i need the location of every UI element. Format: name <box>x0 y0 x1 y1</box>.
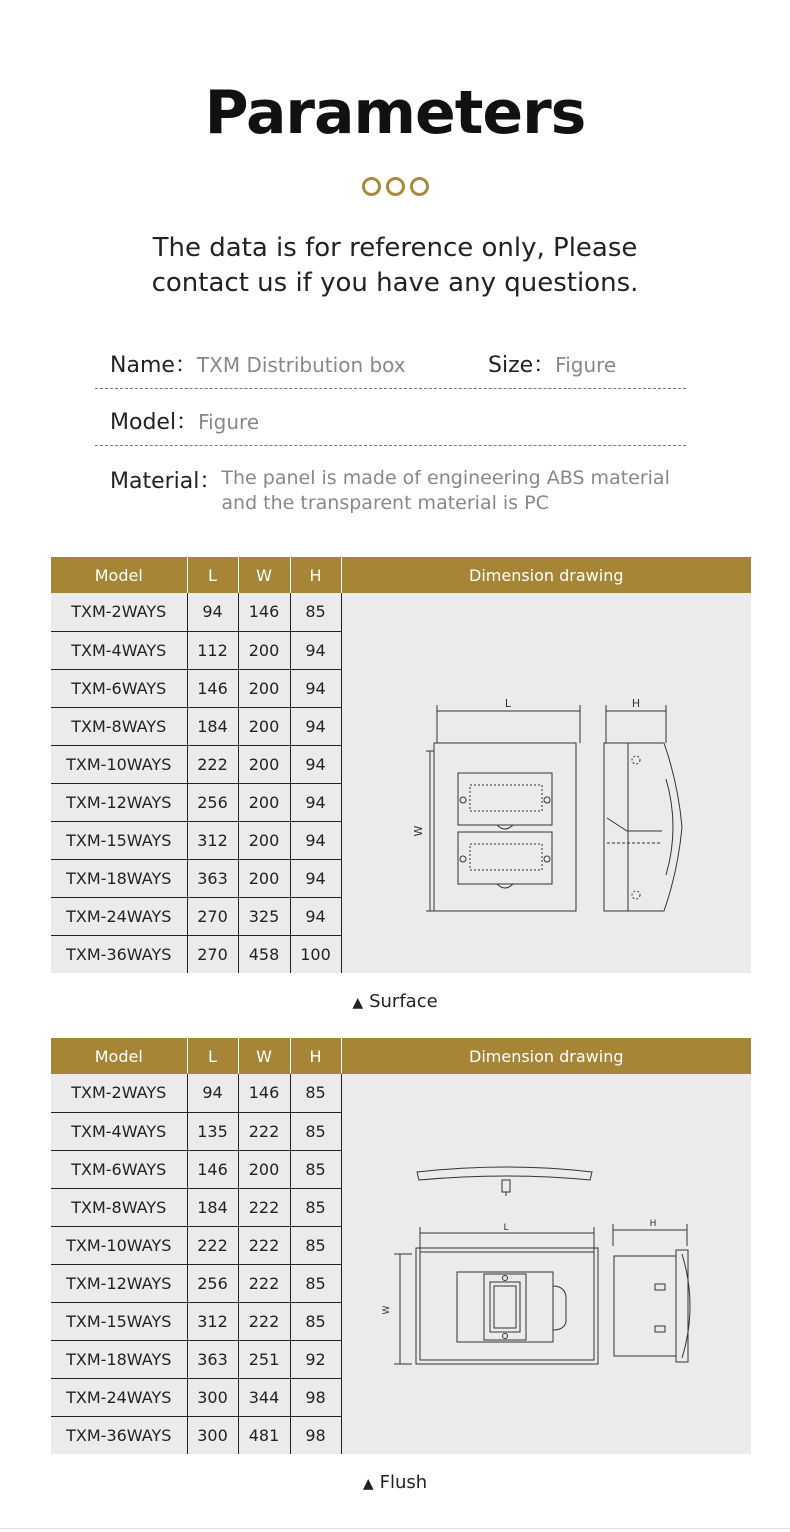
drawing-label-h: H <box>631 697 640 710</box>
material-line-2: and the transparent material is PC <box>221 492 549 514</box>
cell-l: 300 <box>187 1378 238 1416</box>
material-label: Material： <box>110 469 222 494</box>
cell-h: 85 <box>290 1226 341 1264</box>
cell-w: 146 <box>238 1074 290 1112</box>
triangle-up-icon: ▲ <box>352 995 364 1011</box>
cell-l: 270 <box>187 935 238 973</box>
cell-w: 200 <box>238 859 290 897</box>
cell-model: TXM-12WAYS <box>51 783 187 821</box>
cell-h: 85 <box>290 1264 341 1302</box>
cell-w: 200 <box>238 783 290 821</box>
cell-h: 85 <box>290 1112 341 1150</box>
cell-l: 184 <box>187 1188 238 1226</box>
cell-l: 184 <box>187 707 238 745</box>
dimension-drawing-cell <box>341 1074 751 1454</box>
cell-w: 200 <box>238 821 290 859</box>
flush-caption <box>0 1472 790 1493</box>
header-drawing: Dimension drawing <box>341 557 751 593</box>
divider <box>95 388 686 389</box>
cell-l: 312 <box>187 1302 238 1340</box>
drawing-label-l: L <box>504 697 511 710</box>
surface-caption <box>0 991 790 1012</box>
cell-h: 100 <box>290 935 341 973</box>
header-h: H <box>290 557 341 593</box>
cell-w: 222 <box>238 1302 290 1340</box>
table-header-row <box>51 1038 751 1074</box>
bottom-divider <box>0 1528 790 1529</box>
cell-h: 94 <box>290 669 341 707</box>
header-l: L <box>187 557 238 593</box>
subtitle <box>0 231 790 301</box>
header-w: W <box>238 557 290 593</box>
header-drawing: Dimension drawing <box>341 1038 751 1074</box>
cell-l: 112 <box>187 631 238 669</box>
cell-h: 94 <box>290 631 341 669</box>
model-value: Figure <box>198 410 260 434</box>
subtitle-line-1: The data is for reference only, Please <box>152 233 638 263</box>
dimension-drawing-cell <box>341 593 751 973</box>
circle-icon <box>362 177 381 196</box>
cell-w: 251 <box>238 1340 290 1378</box>
cell-model: TXM-36WAYS <box>51 1416 187 1454</box>
cell-w: 325 <box>238 897 290 935</box>
size-field <box>488 348 616 379</box>
material-value <box>221 466 669 516</box>
cell-w: 222 <box>238 1188 290 1226</box>
cell-model: TXM-2WAYS <box>51 1074 187 1112</box>
info-row-name <box>110 348 690 379</box>
decorative-dots <box>0 177 790 196</box>
name-value: TXM Distribution box <box>196 353 406 377</box>
flush-caption-text: Flush <box>379 1472 428 1493</box>
cell-h: 94 <box>290 859 341 897</box>
cell-h: 94 <box>290 707 341 745</box>
cell-h: 98 <box>290 1378 341 1416</box>
cell-model: TXM-15WAYS <box>51 1302 187 1340</box>
table-header-row <box>51 557 751 593</box>
header-h: H <box>290 1038 341 1074</box>
cell-w: 146 <box>238 593 290 631</box>
header-l: L <box>187 1038 238 1074</box>
cell-model: TXM-4WAYS <box>51 1112 187 1150</box>
cell-model: TXM-18WAYS <box>51 859 187 897</box>
cell-model: TXM-15WAYS <box>51 821 187 859</box>
surface-caption-text: Surface <box>369 991 438 1012</box>
cell-w: 458 <box>238 935 290 973</box>
cell-h: 94 <box>290 897 341 935</box>
cell-l: 222 <box>187 745 238 783</box>
cell-l: 363 <box>187 1340 238 1378</box>
cell-l: 256 <box>187 783 238 821</box>
cell-w: 200 <box>238 1150 290 1188</box>
cell-h: 85 <box>290 1150 341 1188</box>
drawing-label-h: H <box>649 1219 656 1229</box>
cell-h: 94 <box>290 821 341 859</box>
triangle-up-icon: ▲ <box>362 1476 374 1492</box>
drawing-label-l: L <box>502 1223 509 1233</box>
cell-model: TXM-2WAYS <box>51 593 187 631</box>
cell-w: 344 <box>238 1378 290 1416</box>
circle-icon <box>410 177 429 196</box>
cell-model: TXM-12WAYS <box>51 1264 187 1302</box>
surface-spec-table <box>51 557 751 973</box>
surface-dimension-drawing <box>342 593 752 973</box>
cell-model: TXM-10WAYS <box>51 1226 187 1264</box>
cell-h: 85 <box>290 593 341 631</box>
cell-model: TXM-24WAYS <box>51 897 187 935</box>
subtitle-line-2: contact us if you have any questions. <box>151 268 639 298</box>
flush-spec-table <box>51 1038 751 1454</box>
cell-w: 222 <box>238 1264 290 1302</box>
cell-l: 256 <box>187 1264 238 1302</box>
table-row <box>51 593 751 631</box>
size-label: Size： <box>488 353 556 378</box>
cell-model: TXM-8WAYS <box>51 707 187 745</box>
cell-l: 270 <box>187 897 238 935</box>
info-row-material <box>110 464 670 516</box>
drawing-label-w: W <box>411 825 425 837</box>
cell-l: 363 <box>187 859 238 897</box>
circle-icon <box>386 177 405 196</box>
cell-h: 85 <box>290 1074 341 1112</box>
header-w: W <box>238 1038 290 1074</box>
divider <box>95 445 686 446</box>
material-line-1: The panel is made of engineering ABS material <box>221 467 670 489</box>
cell-w: 222 <box>238 1112 290 1150</box>
cell-model: TXM-8WAYS <box>51 1188 187 1226</box>
cell-h: 94 <box>290 745 341 783</box>
name-label: Name： <box>110 353 197 378</box>
cell-w: 200 <box>238 631 290 669</box>
cell-h: 94 <box>290 783 341 821</box>
drawing-label-w: W <box>381 1305 392 1315</box>
header-model: Model <box>51 557 187 593</box>
table-row <box>51 1074 751 1112</box>
cell-model: TXM-36WAYS <box>51 935 187 973</box>
surface-table-body <box>51 593 751 973</box>
cell-l: 146 <box>187 1150 238 1188</box>
info-row-model <box>110 405 259 436</box>
cell-h: 98 <box>290 1416 341 1454</box>
flush-dimension-drawing <box>342 1074 752 1454</box>
cell-model: TXM-10WAYS <box>51 745 187 783</box>
cell-h: 85 <box>290 1302 341 1340</box>
cell-w: 222 <box>238 1226 290 1264</box>
model-label: Model： <box>110 410 199 435</box>
cell-w: 481 <box>238 1416 290 1454</box>
cell-w: 200 <box>238 745 290 783</box>
page-title: Parameters <box>204 78 586 148</box>
cell-model: TXM-6WAYS <box>51 1150 187 1188</box>
cell-l: 94 <box>187 593 238 631</box>
cell-l: 135 <box>187 1112 238 1150</box>
cell-model: TXM-18WAYS <box>51 1340 187 1378</box>
cell-l: 146 <box>187 669 238 707</box>
size-value: Figure <box>555 353 617 377</box>
header-model: Model <box>51 1038 187 1074</box>
cell-l: 222 <box>187 1226 238 1264</box>
cell-w: 200 <box>238 669 290 707</box>
cell-l: 94 <box>187 1074 238 1112</box>
cell-model: TXM-6WAYS <box>51 669 187 707</box>
cell-h: 85 <box>290 1188 341 1226</box>
cell-l: 300 <box>187 1416 238 1454</box>
cell-h: 92 <box>290 1340 341 1378</box>
cell-model: TXM-24WAYS <box>51 1378 187 1416</box>
cell-l: 312 <box>187 821 238 859</box>
flush-table-body <box>51 1074 751 1454</box>
cell-model: TXM-4WAYS <box>51 631 187 669</box>
cell-w: 200 <box>238 707 290 745</box>
